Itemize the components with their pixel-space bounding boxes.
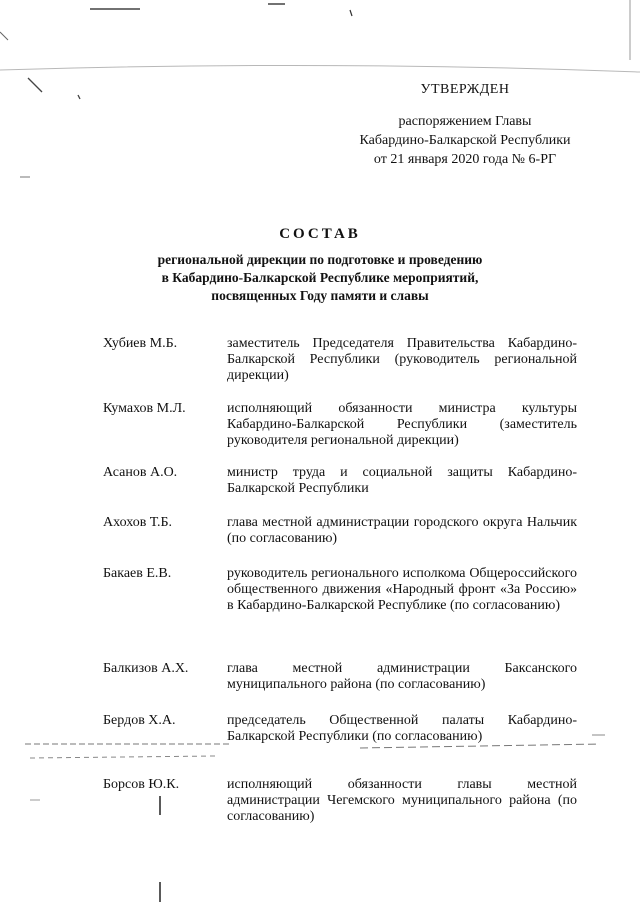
member-name: Хубиев М.Б. <box>103 336 178 351</box>
member-role: руководитель регионального исполкома Общероссийского общественного движения «Народный фронт «За Россию» в Кабардино-Балкарской Республике (по согласованию) <box>227 566 577 613</box>
member-name: Ахохов Т.Б. <box>103 515 172 530</box>
member-role: исполняющий обязанности министра культуры Кабардино-Балкарской Республики (заместитель руководителя региональной дирекции) <box>227 401 577 448</box>
member-role: председатель Общественной палаты Кабардино-Балкарской Республики (по согласованию) <box>227 713 577 744</box>
title-subtitle-line-2: в Кабардино-Балкарской Республике мероприятий, <box>161 270 479 285</box>
member-role: министр труда и социальной защиты Кабардино-Балкарской Республики <box>227 465 577 496</box>
member-role: заместитель Председателя Правительства Кабардино-Балкарской Республики (руководитель региональной дирекции) <box>227 336 577 383</box>
title-subtitle-line-3: посвященных Году памяти и славы <box>211 288 429 303</box>
approval-label: УТВЕРЖДЕН <box>420 82 510 97</box>
approval-line-2: Кабардино-Балкарской Республики <box>359 133 571 148</box>
approval-block <box>345 82 585 169</box>
member-name: Бердов Х.А. <box>103 713 176 728</box>
member-name: Асанов А.О. <box>103 465 178 480</box>
document-title <box>0 226 640 305</box>
member-role: исполняющий обязанности главы местной администрации Чегемского муниципального района (по согласованию) <box>227 777 577 824</box>
approval-line-1: распоряжением Главы <box>398 114 532 129</box>
member-name: Борсов Ю.К. <box>103 777 180 792</box>
member-name: Бакаев Е.В. <box>103 566 172 581</box>
title-subtitle-line-1: региональной дирекции по подготовке и проведению <box>157 252 483 267</box>
approval-line-3: от 21 января 2020 года № 6-РГ <box>373 152 557 167</box>
member-name: Балкизов А.Х. <box>103 661 189 676</box>
member-name: Кумахов М.Л. <box>103 401 186 416</box>
title-heading: СОСТАВ <box>279 226 361 242</box>
member-role: глава местной администрации городского округа Нальчик (по согласованию) <box>227 515 577 546</box>
member-role: глава местной администрации Баксанского муниципального района (по согласованию) <box>227 661 577 692</box>
